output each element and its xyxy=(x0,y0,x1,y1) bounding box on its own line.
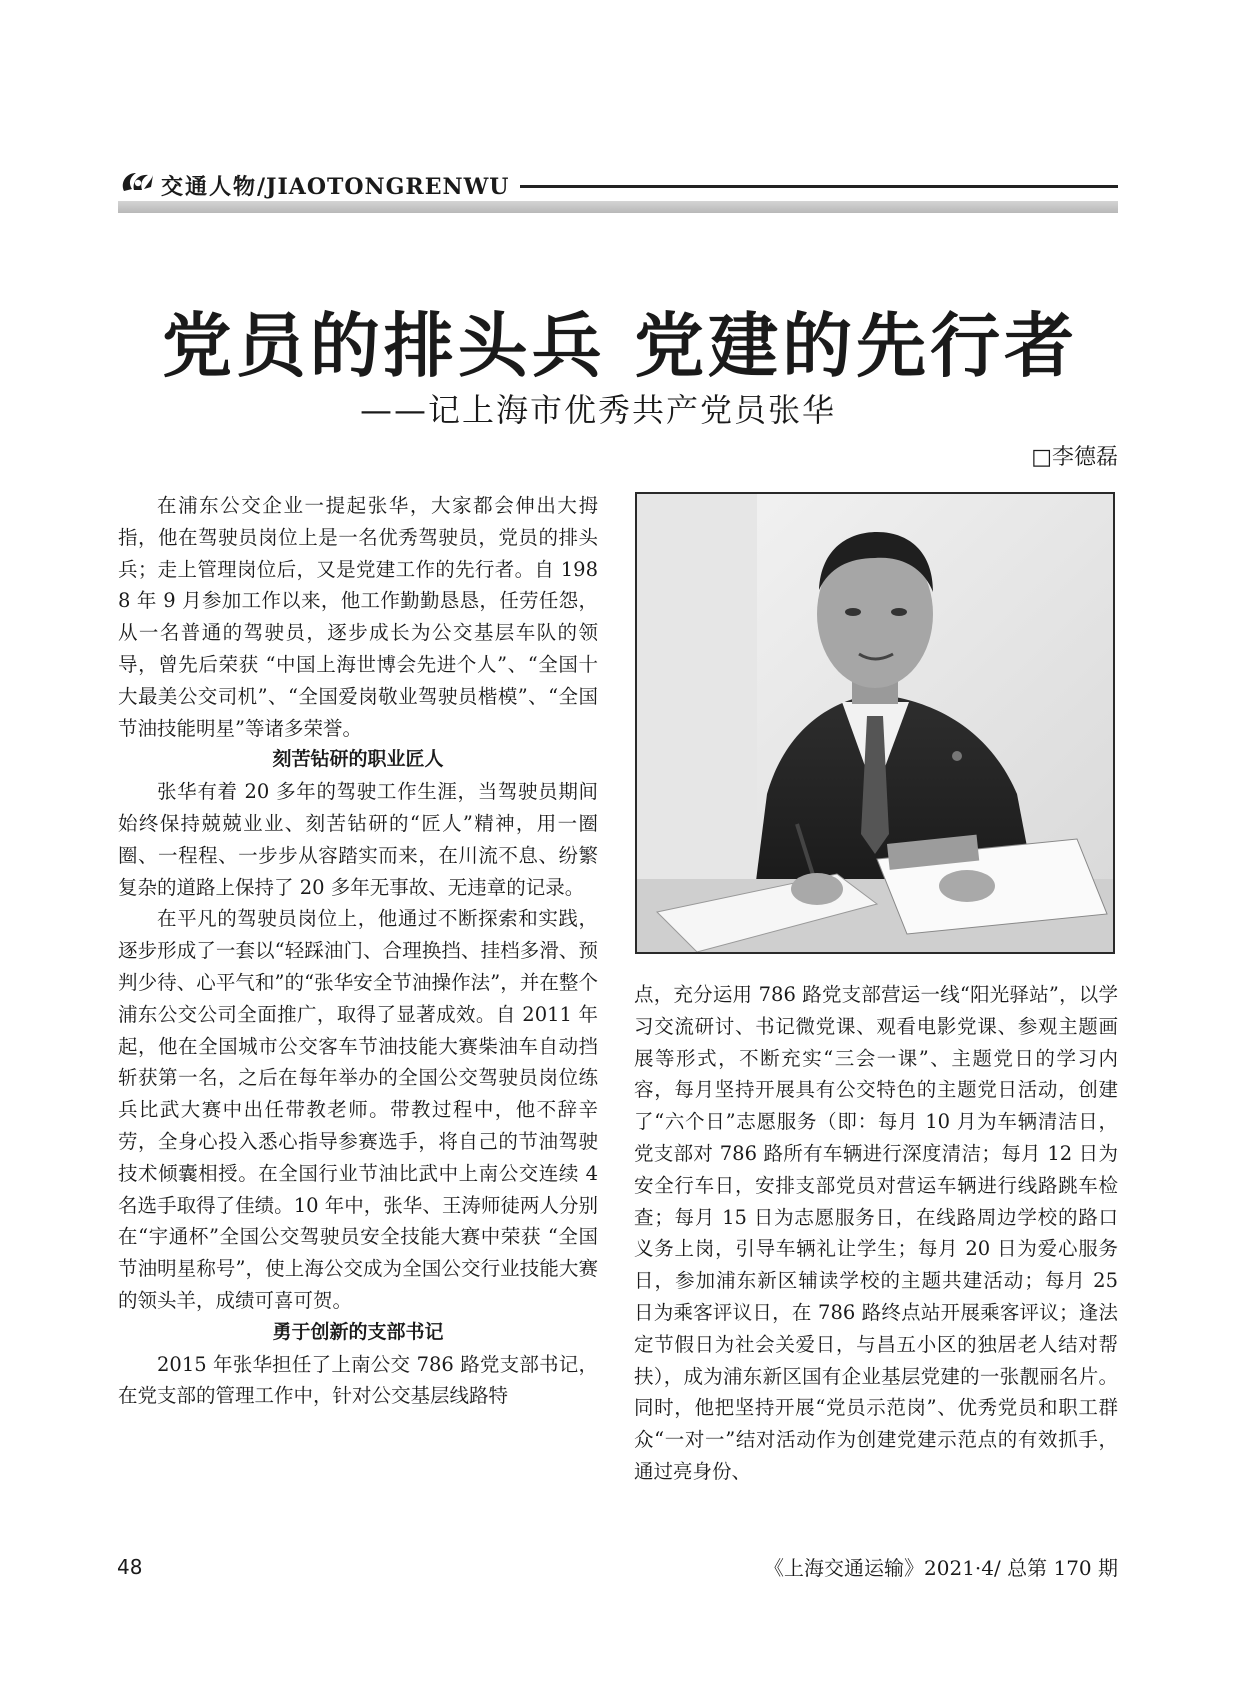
header-band xyxy=(118,201,1118,213)
paragraph: 在平凡的驾驶员岗位上，他通过不断探索和实践，逐步形成了一套以“轻踩油门、合理换挡、挂档多滑、预判少待、心平气和”的“张华安全节油操作法”，并在整个浦东公交公司全面推广，取得了显著成效。自 2011 年起，他在全国城市公交客车节油技能大赛柴油车自动挡斩获第一名，之后在每年举办的全国公交驾驶员岗位练兵比武大赛中出任带教老师。带教过程中，他不辞辛劳，全身心投入悉心指导参赛选手，将自己的节油驾驶技术倾囊相授。在全国行业节油比武中上南公交连续 4 名选手取得了佳绩。10 年中，张华、王涛师徒两人分别在“宇通杯”全国公交驾驶员安全技能大赛中荣获 “全国节油明星称号”，使上海公交成为全国公交行业技能大赛的领头羊，成绩可喜可贺。 xyxy=(118,907,598,1312)
paragraph: 点，充分运用 786 路党支部营运一线“阳光驿站”，以学习交流研讨、书记微党课、观看电影党课、参观主题画展等形式，不断充实“三会一课”、主题党日的学习内容，每月坚持开展具有公交特色的主题党日活动，创建了“六个日”志愿服务（即：每月 10 月为车辆清洁日，党支部对 786 路所有车辆进行深度清洁；每月 12 日为安全行车日，安排支部党员对营运车辆进行线路跳车检查；每月 15 日为志愿服务日，在线路周边学校的路口义务上岗，引导车辆礼让学生；每月 20 日为爱心服务日，参加浦东新区辅读学校的主题共建活动；每月 25 日为乘客评议日，在 786 路终点站开展乘客评议；逢法定节假日为社会关爱日，与昌五小区的独居老人结对帮扶），成为浦东新区国有企业基层党建的一张靓丽名片。同时，他把坚持开展“党员示范岗”、优秀党员和职工群众“一对一”结对活动作为创建党建示范点的有效抓手，通过亮身份、 xyxy=(634,983,1118,1483)
article-title: 党员的排头兵 党建的先行者 xyxy=(161,304,1079,387)
paragraph: 2015 年张华担任了上南公交 786 路党支部书记，在党支部的管理工作中，针对公交基层线路特 xyxy=(118,1352,598,1408)
section-subhead: 勇于创新的支部书记 xyxy=(272,1320,444,1343)
paragraph: 在浦东公交企业一提起张华，大家都会伸出大拇指，他在驾驶员岗位上是一名优秀驾驶员，党员的排头兵；走上管理岗位后，又是党建工作的先行者。自 1988 年 9 月参加工作以来，他工作勤勤恳恳，任劳任怨，从一名普通的驾驶员，逐步成长为公交基层车队的领导，曾先后荣获 “中国上海世博会先进个人”、“全国十大最美公交司机”、“全国爱岗敬业驾驶员楷模”、“全国节油技能明星”等诸多荣誉。 xyxy=(118,494,598,740)
left-column xyxy=(118,490,598,1412)
issue-info: 《上海交通运输》2021·4/ 总第 170 期 xyxy=(764,1556,1118,1580)
section-title-cn: 交通人物 xyxy=(161,174,258,200)
magazine-logo-icon xyxy=(118,169,154,195)
article-subtitle: ——记上海市优秀共产党员张华 xyxy=(360,391,837,429)
portrait-photo xyxy=(635,492,1115,954)
section-label xyxy=(161,170,509,201)
header-rule xyxy=(520,185,1118,188)
right-column xyxy=(634,979,1118,1488)
page-number: 48 xyxy=(117,1555,143,1579)
section-title-en: /JIAOTONGRENWU xyxy=(257,174,510,200)
paragraph: 张华有着 20 多年的驾驶工作生涯，当驾驶员期间始终保持兢兢业业、刻苦钻研的“匠人”精神，用一圈圈、一程程、一步步从容踏实而来，在川流不息、纷繁复杂的道路上保持了 20 多年无事故、无违章的记录。 xyxy=(118,780,598,899)
section-header xyxy=(118,163,1118,223)
portrait-illustration xyxy=(637,494,1113,952)
section-subhead: 刻苦钻研的职业匠人 xyxy=(272,748,444,771)
article-author: □李德磊 xyxy=(1031,445,1118,470)
